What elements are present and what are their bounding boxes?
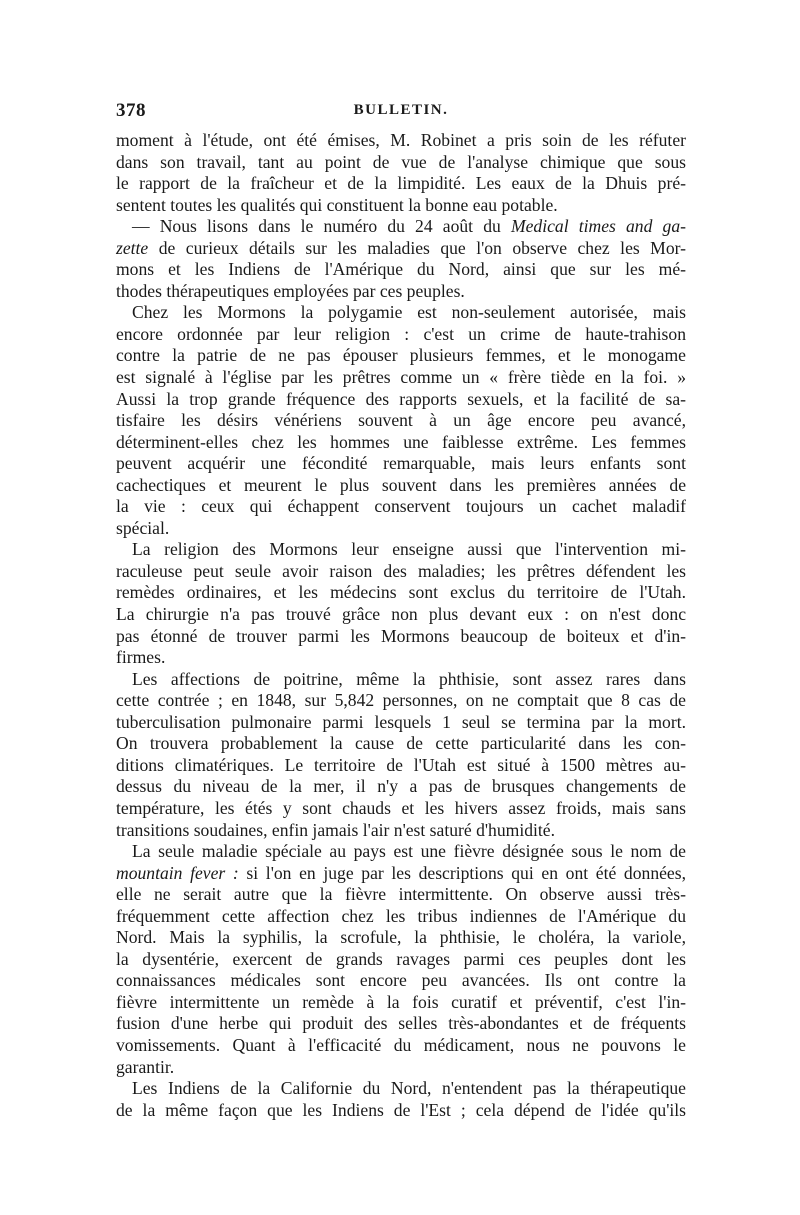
text-line: cette contrée ; en 1848, sur 5,842 personnes, on ne comptait que 8 cas de — [116, 690, 686, 711]
running-title: BULLETIN. — [353, 102, 449, 118]
text-line: la dysentérie, exercent de grands ravages parmi ces peuples dont les — [116, 948, 686, 969]
text-line: vomissements. Quant à l'efficacité du médicament, nous ne pouvons le — [116, 1034, 686, 1055]
italic-text: Medical times and ga- — [510, 216, 686, 237]
text-line: thodes thérapeutiques employées par ces peuples. — [116, 280, 465, 301]
text-line: de la même façon que les Indiens de l'Est ; cela dépend de l'idée qu'ils — [116, 1099, 686, 1120]
text-segment: de curieux détails sur les maladies que l'on observe chez les Mor- — [148, 237, 686, 258]
body-text — [116, 130, 686, 1121]
text-line: elle ne serait autre que la fièvre intermittente. On observe aussi très- — [116, 884, 686, 905]
text-line: La seule maladie spéciale au pays est une fièvre désignée sous le nom de — [132, 841, 686, 862]
text-line: remèdes ordinaires, et les médecins sont exclus du territoire de l'Utah. — [116, 582, 686, 603]
text-line — [116, 238, 686, 260]
text-line: On trouvera probablement la cause de cette particularité dans les con- — [116, 733, 686, 754]
text-line: encore ordonnée par leur religion : c'est un crime de haute-trahison — [116, 323, 686, 344]
text-line: moment à l'étude, ont été émises, M. Robinet a pris soin de les réfuter — [116, 130, 686, 150]
text-line: Nord. Mais la syphilis, la scrofule, la phthisie, le choléra, la variole, — [116, 927, 686, 948]
text-line: tisfaire les désirs vénériens souvent à un âge encore peu avancé, — [116, 410, 686, 431]
text-line: spécial. — [116, 517, 170, 538]
text-line — [116, 216, 686, 238]
text-line: Chez les Mormons la polygamie est non-seulement autorisée, mais — [132, 302, 686, 323]
text-line: ditions climatériques. Le territoire de l'Utah est situé à 1500 mètres au- — [116, 754, 686, 775]
text-line: transitions soudaines, enfin jamais l'air n'est saturé d'humidité. — [116, 819, 556, 840]
text-line: le rapport de la fraîcheur et de la limpidité. Les eaux de la Dhuis pré- — [116, 173, 686, 194]
text-line: Aussi la trop grande fréquence des rapports sexuels, et la facilité de sa- — [116, 388, 686, 409]
text-line: fièvre intermittente un remède à la fois curatif et préventif, c'est l'in- — [116, 991, 686, 1012]
text-line — [116, 863, 686, 885]
italic-text: zette — [116, 237, 149, 258]
text-line: raculeuse peut seule avoir raison des maladies; les prêtres défendent les — [116, 560, 686, 581]
italic-text: mountain fever : — [116, 862, 239, 883]
text-line: La chirurgie n'a pas trouvé grâce non plus devant eux : on n'est donc — [116, 604, 686, 625]
page-number: 378 — [116, 100, 146, 121]
text-line: est signalé à l'église par les prêtres comme un « frère tiède en la foi. » — [116, 367, 686, 388]
text-line: la vie : ceux qui échappent conservent toujours un cachet maladif — [116, 496, 686, 517]
text-line: fréquemment cette affection chez les tribus indiennes de l'Amérique du — [116, 905, 686, 926]
text-line: mons et les Indiens de l'Amérique du Nord, ainsi que sur les mé- — [116, 259, 686, 280]
text-line: température, les étés y sont chauds et les hivers assez froids, mais sans — [116, 797, 686, 818]
text-line: connaissances médicales sont encore peu avancées. Ils ont contre la — [116, 970, 686, 991]
text-line: tuberculisation pulmonaire parmi lesquels 1 seul se termina par la mort. — [116, 711, 686, 732]
text-line: peuvent acquérir une fécondité remarquable, mais leurs enfants sont — [116, 453, 686, 474]
text-line: Les affections de poitrine, même la phthisie, sont assez rares dans — [132, 668, 686, 689]
text-line: garantir. — [116, 1056, 175, 1077]
text-line: Les Indiens de la Californie du Nord, n'entendent pas la thérapeutique — [132, 1078, 686, 1099]
text-line: cachectiques et meurent le plus souvent dans les premières années de — [116, 474, 686, 495]
text-line: pas étonné de trouver parmi les Mormons beaucoup de boiteux et d'in- — [116, 625, 686, 646]
text-segment: si l'on en juge par les descriptions qui en ont été données, — [238, 862, 686, 883]
text-line: sentent toutes les qualités qui constituent la bonne eau potable. — [116, 194, 558, 215]
text-line: déterminent-elles chez les hommes une faiblesse extrême. Les femmes — [116, 431, 686, 452]
page-header — [116, 100, 686, 126]
text-line: firmes. — [116, 647, 166, 668]
text-line: dans son travail, tant au point de vue de l'analyse chimique que sous — [116, 151, 686, 172]
text-line: fusion d'une herbe qui produit des selles très-abondantes et de fréquents — [116, 1013, 686, 1034]
text-line: La religion des Mormons leur enseigne aussi que l'intervention mi- — [132, 539, 686, 560]
text-line: dessus du niveau de la mer, il n'y a pas de brusques changements de — [116, 776, 686, 797]
text-segment: — Nous lisons dans le numéro du 24 août du — [132, 216, 511, 237]
text-line: contre la patrie de ne pas épouser plusieurs femmes, et le monogame — [116, 345, 686, 366]
